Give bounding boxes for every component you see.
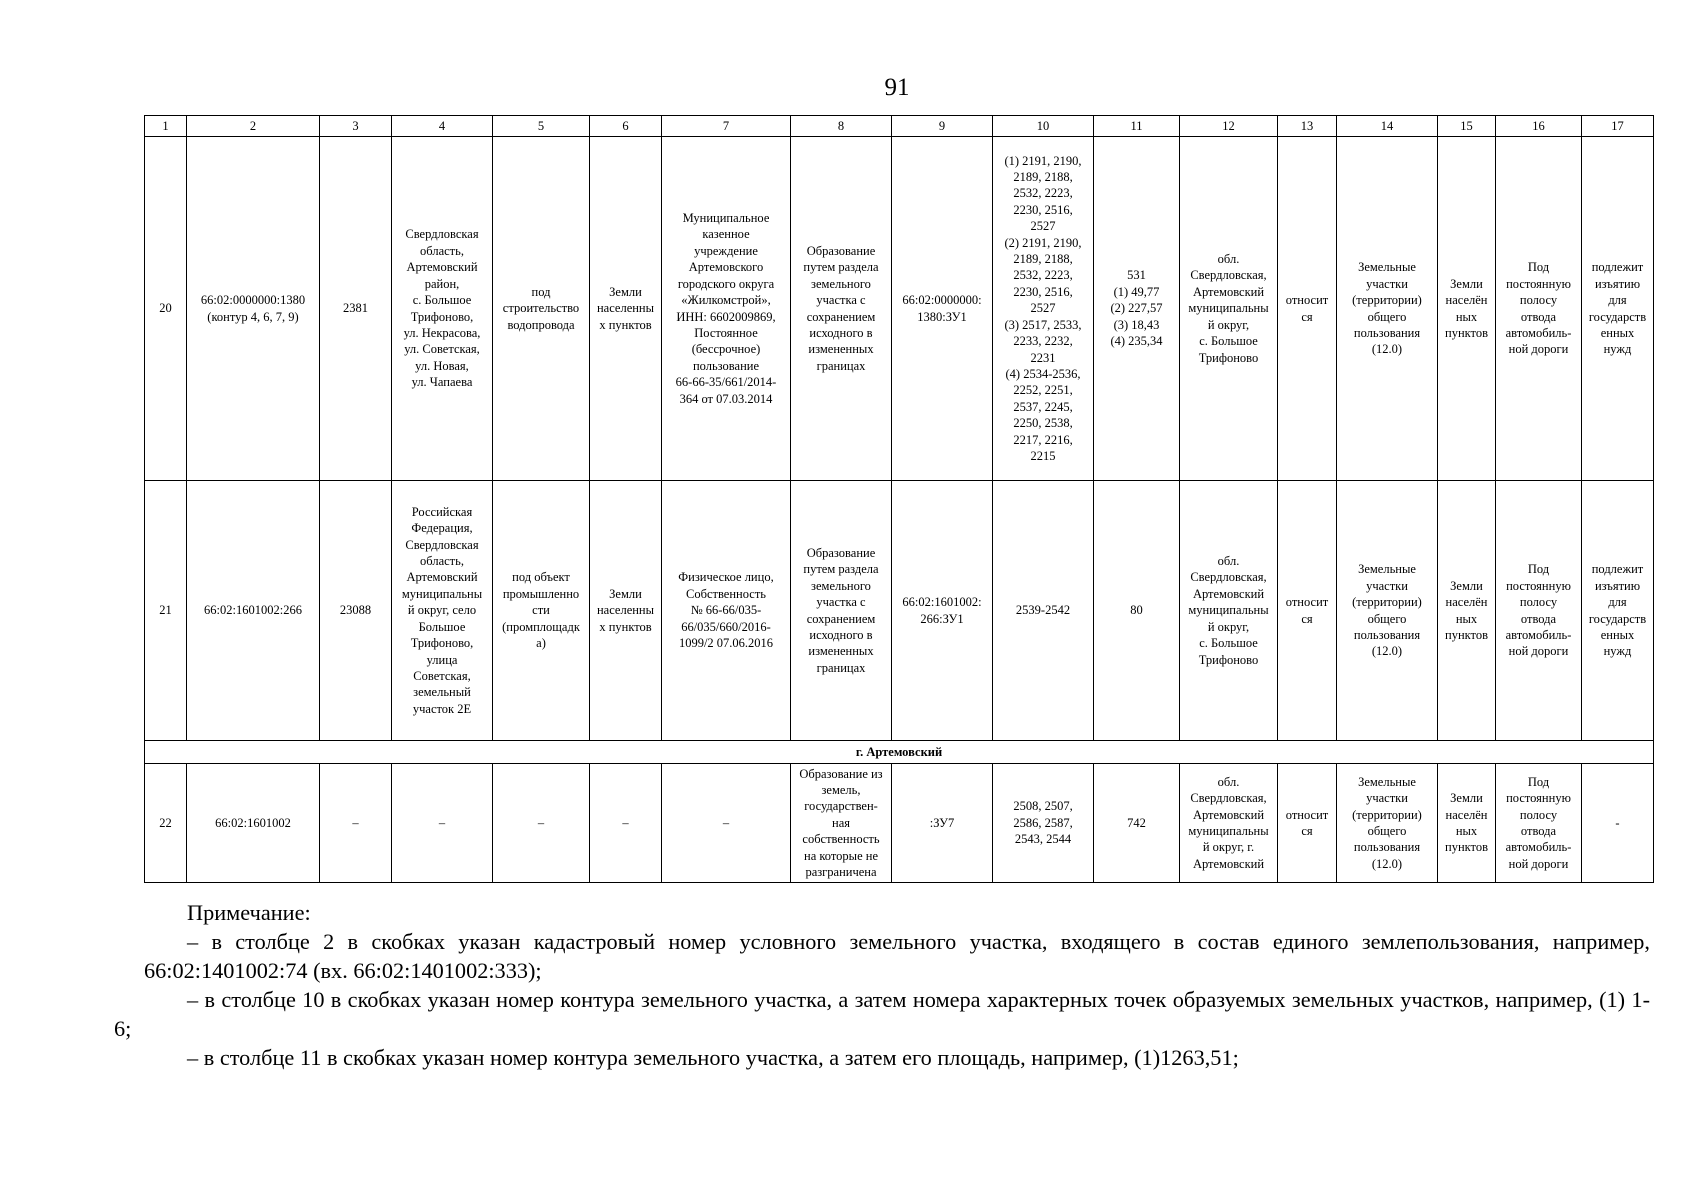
table-cell-col-6: Земли населенны х пунктов [590,137,662,481]
table-header-row [145,116,1654,137]
table-cell-col-13: относит ся [1278,481,1337,741]
table-cell-col-6: 6 [590,116,662,137]
table-cell-col-4: 4 [392,116,493,137]
note-item: – в столбце 2 в скобках указан кадастровый номер условного земельного участка, входящего в состав единого землепользования, например, 66:02:1401002:74 (вх. 66:02:1401002:333); [144,929,1650,983]
table-cell-col-1: 1 [145,116,187,137]
table-body [145,116,1654,883]
table-cell-col-6: Земли населенны х пунктов [590,481,662,741]
table-cell-col-4: – [392,764,493,883]
table-cell-col-10: 2539-2542 [993,481,1094,741]
table-cell-col-2: 66:02:1601002:266 [187,481,320,741]
table-cell-col-3: 3 [320,116,392,137]
table-cell-col-11: 742 [1094,764,1180,883]
table-cell-col-1: 22 [145,764,187,883]
table-cell-col-15: 15 [1438,116,1496,137]
table-cell-col-5: под объект промышленно сти (промплощадк а) [493,481,590,741]
table-cell-col-15: Земли населён ных пунктов [1438,764,1496,883]
note-item: – в столбце 10 в скобках указан номер контура земельного участка, а затем номера характерных точек образуемых земельных участков, например, (1) 1-6; [114,987,1650,1041]
table-cell-col-1: 21 [145,481,187,741]
table-cell-col-10: (1) 2191, 2190, 2189, 2188, 2532, 2223, 2230, 2516, 2527 (2) 2191, 2190, 2189, 2188, 2532, 2223, 2230, 2516, 2527 (3) 2517, 2533, 2233, 2232, 2231 (4) 2534-2536, 2252, 2251, 2537, 2245, 2250, 2538, 2217, 2216, 2215 [993,137,1094,481]
table-cell-col-2: 2 [187,116,320,137]
table-cell-col-12: обл. Свердловская, Артемовский муниципальны й округ, с. Большое Трифоново [1180,137,1278,481]
table-row [145,481,1654,741]
note-item: – в столбце 11 в скобках указан номер контура земельного участка, а затем его площадь, например, (1)1263,51; [187,1045,1239,1070]
table-cell-col-3: – [320,764,392,883]
table-cell-col-10: 10 [993,116,1094,137]
table-cell-col-11: 80 [1094,481,1180,741]
table-cell-col-15: Земли населён ных пунктов [1438,481,1496,741]
table-cell-col-6: – [590,764,662,883]
table-cell-col-17: подлежит изъятию для государств енных нужд [1582,481,1654,741]
notes [114,898,1650,1072]
table-cell-col-16: Под постоянную полосу отвода автомобиль- ной дороги [1496,481,1582,741]
notes-title: Примечание: [187,900,311,925]
table-cell-col-3: 23088 [320,481,392,741]
table-cell-col-12: обл. Свердловская, Артемовский муниципальны й округ, г. Артемовский [1180,764,1278,883]
table-cell-col-7: Муниципальное казенное учреждение Артемовского городского округа «Жилкомстрой», ИНН: 6602009869, Постоянное (бессрочное) пользование 66-66-35/661/2014- 364 от 07.03.2014 [662,137,791,481]
table-cell-col-17: 17 [1582,116,1654,137]
table-cell-col-16: Под постоянную полосу отвода автомобиль- ной дороги [1496,137,1582,481]
table-cell-col-14: 14 [1337,116,1438,137]
table-cell-col-9: 66:02:1601002: 266:ЗУ1 [892,481,993,741]
table-cell-col-9: :ЗУ7 [892,764,993,883]
table-cell-col-5: 5 [493,116,590,137]
table-cell-col-5: под строительство водопровода [493,137,590,481]
table-cell-col-7: 7 [662,116,791,137]
table-cell-col-14: Земельные участки (территории) общего пользования (12.0) [1337,764,1438,883]
table-cell-col-7: – [662,764,791,883]
table-cell-col-12: обл. Свердловская, Артемовский муниципальны й округ, с. Большое Трифоново [1180,481,1278,741]
table-cell-col-12: 12 [1180,116,1278,137]
table-row [145,764,1654,883]
table-cell-col-1: 20 [145,137,187,481]
table-cell-col-16: 16 [1496,116,1582,137]
table-cell-col-8: Образование путем раздела земельного участка с сохранением исходного в измененных границах [791,481,892,741]
table-row [145,137,1654,481]
table-cell-col-8: Образование путем раздела земельного участка с сохранением исходного в измененных границах [791,137,892,481]
table-cell-col-10: 2508, 2507, 2586, 2587, 2543, 2544 [993,764,1094,883]
table-cell-col-7: Физическое лицо, Собственность № 66-66/035- 66/035/660/2016- 1099/2 07.06.2016 [662,481,791,741]
table-cell-col-13: 13 [1278,116,1337,137]
table-cell-col-14: Земельные участки (территории) общего пользования (12.0) [1337,137,1438,481]
table-cell-col-11: 11 [1094,116,1180,137]
table-cell-col-13: относит ся [1278,764,1337,883]
table-cell-col-3: 2381 [320,137,392,481]
land-plot-table [144,115,1654,883]
table-cell-col-11: 531 (1) 49,77 (2) 227,57 (3) 18,43 (4) 235,34 [1094,137,1180,481]
section-label: г. Артемовский [145,741,1654,764]
table-cell-col-2: 66:02:1601002 [187,764,320,883]
table-cell-col-2: 66:02:0000000:1380 (контур 4, 6, 7, 9) [187,137,320,481]
table-cell-col-5: – [493,764,590,883]
table-cell-col-16: Под постоянную полосу отвода автомобиль- ной дороги [1496,764,1582,883]
table-cell-col-9: 9 [892,116,993,137]
table-cell-col-9: 66:02:0000000: 1380:ЗУ1 [892,137,993,481]
section-row [145,741,1654,764]
table-cell-col-17: подлежит изъятию для государств енных нужд [1582,137,1654,481]
table-cell-col-13: относит ся [1278,137,1337,481]
table-cell-col-15: Земли населён ных пунктов [1438,137,1496,481]
table-cell-col-8: Образование из земель, государствен- ная собственность на которые не разграничена [791,764,892,883]
table-cell-col-4: Свердловская область, Артемовский район, с. Большое Трифоново, ул. Некрасова, ул. Советская, ул. Новая, ул. Чапаева [392,137,493,481]
table-cell-col-17: - [1582,764,1654,883]
table-cell-col-14: Земельные участки (территории) общего пользования (12.0) [1337,481,1438,741]
page-number: 91 [884,74,910,101]
table-cell-col-4: Российская Федерация, Свердловская область, Артемовский муниципальны й округ, село Большое Трифоново, улица Советская, земельный участок 2Е [392,481,493,741]
table-cell-col-8: 8 [791,116,892,137]
